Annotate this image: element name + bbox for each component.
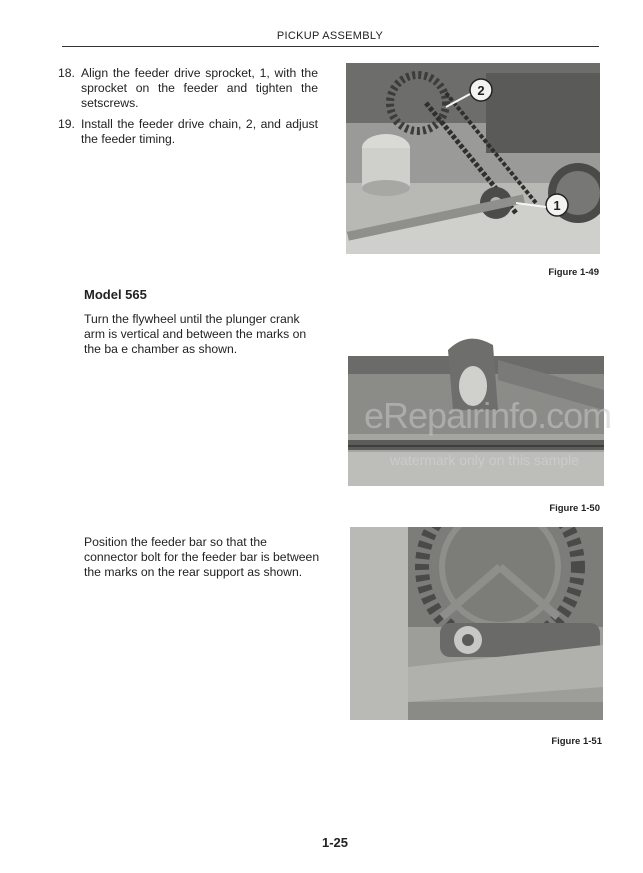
- step-text: Install the feeder drive chain, 2, and adjust the feeder timing.: [81, 117, 318, 146]
- figure-1-50-caption: Figure 1-50: [549, 503, 600, 514]
- step-18: [58, 66, 318, 111]
- callout-2: 2: [477, 83, 485, 98]
- step-19: [58, 117, 318, 147]
- figure-1-49-photo: [346, 63, 600, 254]
- section-heading: Model 565: [84, 287, 147, 302]
- step-number: 18.: [58, 66, 75, 80]
- watermark-text: eRepairinfo.com: [364, 395, 612, 436]
- instruction-paragraph-1: Turn the flywheel until the plunger crank arm is vertical and between the marks on the ba e chamber as shown.: [84, 312, 307, 356]
- page-header-title: PICKUP ASSEMBLY: [276, 30, 384, 42]
- figure-1-51-photo: [350, 527, 603, 720]
- step-text: Align the feeder drive sprocket, 1, with the sprocket on the feeder and tighten the setscrews.: [81, 66, 318, 110]
- figure-1-49-caption: Figure 1-49: [548, 267, 599, 278]
- step-number: 19.: [58, 117, 75, 131]
- watermark-subtext: watermark only on this sample: [390, 452, 580, 468]
- callout-1: 1: [553, 198, 561, 213]
- instruction-paragraph-2: Position the feeder bar so that the connector bolt for the feeder bar is between the marks on the rear support as shown.: [84, 535, 320, 579]
- figure-1-51-caption: Figure 1-51: [551, 736, 602, 747]
- page-number: 1-25: [321, 835, 349, 850]
- header-rule: [62, 46, 599, 47]
